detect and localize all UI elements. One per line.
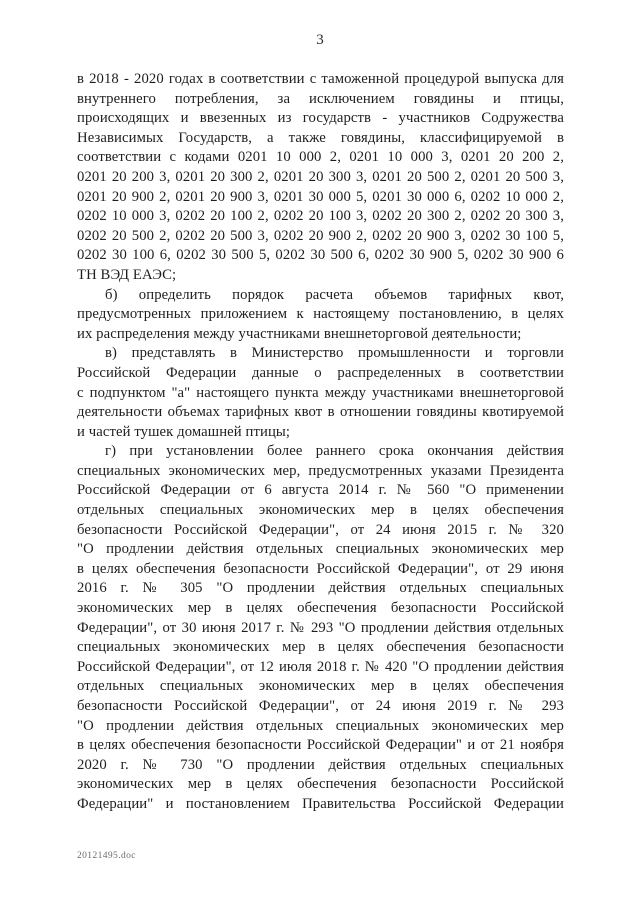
text-line: Российской Федерации", от 12 июля 2018 г. № 420 "О продлении действия bbox=[77, 658, 564, 675]
text-line: предусмотренных приложением к настоящему постановлению, в целях bbox=[77, 306, 564, 323]
text-line: 0201 20 900 2, 0201 20 900 3, 0201 30 000 5, 0201 30 000 6, 0202 10 000 2, bbox=[77, 188, 564, 205]
footer-filename: 20121495.doc bbox=[77, 851, 136, 861]
text-line: деятельности объемах тарифных квот в отношении говядины квотируемой bbox=[77, 404, 564, 421]
text-line: 0202 30 100 6, 0202 30 500 5, 0202 30 500 6, 0202 30 900 5, 0202 30 900 6 bbox=[77, 247, 564, 264]
text-line: в 2018 - 2020 годах в соответствии с таможенной процедурой выпуска для bbox=[77, 71, 564, 87]
text-line: специальных экономических мер в целях обеспечения безопасности bbox=[77, 639, 564, 656]
paragraph-item-v bbox=[77, 344, 564, 442]
text-line: экономических мер в целях обеспечения безопасности Российской bbox=[77, 776, 564, 793]
page-number: 3 bbox=[316, 32, 324, 48]
text-line: "О продлении действия отдельных специальных экономических мер bbox=[77, 717, 564, 734]
text-line: внутреннего потребления, за исключением говядины и птицы, bbox=[77, 90, 564, 107]
text-line: безопасности Российской Федерации", от 24 июня 2019 г. № 293 bbox=[77, 698, 564, 714]
text-line: специальных экономических мер, предусмотренных указами Президента bbox=[77, 462, 564, 479]
text-line: 0201 20 200 3, 0201 20 300 2, 0201 20 300 3, 0201 20 500 2, 0201 20 500 3, bbox=[77, 168, 564, 185]
text-line: и частей тушек домашней птицы; bbox=[77, 423, 291, 440]
text-line: отдельных специальных экономических мер в целях обеспечения bbox=[77, 678, 564, 695]
text-line: происходящих и ввезенных из государств - участников Содружества bbox=[77, 110, 564, 127]
paragraph-item-g bbox=[77, 442, 564, 814]
text-line: 0202 10 000 3, 0202 20 100 2, 0202 20 100 3, 0202 20 300 2, 0202 20 300 3, bbox=[77, 208, 564, 225]
text-line: 2016 г. № 305 "О продлении действия отдельных специальных bbox=[77, 580, 564, 597]
text-line: их распределения между участниками внешнеторговой деятельности; bbox=[77, 325, 522, 342]
text-line: соответствии с кодами 0201 10 000 2, 0201 10 000 3, 0201 20 200 2, bbox=[77, 149, 564, 166]
text-line: Федерации" и постановлением Правительства Российской Федерации bbox=[77, 795, 564, 812]
text-line: Независимых Государств, а также говядины, классифицируемой в bbox=[77, 129, 564, 146]
document-body bbox=[77, 70, 564, 815]
text-line: Российской Федерации от 6 августа 2014 г. № 560 "О применении bbox=[77, 482, 564, 499]
text-line: в) представлять в Министерство промышленности и торговли bbox=[105, 345, 564, 362]
text-line: в целях обеспечения безопасности Российской Федерации", от 29 июня bbox=[77, 560, 564, 577]
text-line: 0202 20 500 2, 0202 20 500 3, 0202 20 900 2, 0202 20 900 3, 0202 30 100 5, bbox=[77, 227, 564, 244]
text-line: б) определить порядок расчета объемов тарифных квот, bbox=[105, 286, 564, 303]
text-line: безопасности Российской Федерации", от 24 июня 2015 г. № 320 bbox=[77, 521, 564, 538]
paragraph-continuation bbox=[77, 70, 564, 286]
text-line: г) при установлении более раннего срока окончания действия bbox=[105, 443, 564, 460]
text-line: Федерации", от 30 июня 2017 г. № 293 "О продлении действия отдельных bbox=[77, 619, 564, 636]
text-line: 2020 г. № 730 "О продлении действия отдельных специальных bbox=[77, 756, 564, 773]
paragraph-item-b bbox=[77, 286, 564, 345]
text-line: Российской Федерации данные о распределенных в соответствии bbox=[77, 364, 564, 381]
text-line: ТН ВЭД ЕАЭС; bbox=[77, 266, 177, 283]
text-line: "О продлении действия отдельных специальных экономических мер bbox=[77, 541, 564, 558]
text-line: отдельных специальных экономических мер в целях обеспечения bbox=[77, 502, 564, 519]
text-line: в целях обеспечения безопасности Российской Федерации" и от 21 ноября bbox=[77, 737, 564, 754]
text-line: с подпунктом "а" настоящего пункта между участниками внешнеторговой bbox=[77, 384, 564, 401]
text-line: экономических мер в целях обеспечения безопасности Российской bbox=[77, 600, 564, 617]
